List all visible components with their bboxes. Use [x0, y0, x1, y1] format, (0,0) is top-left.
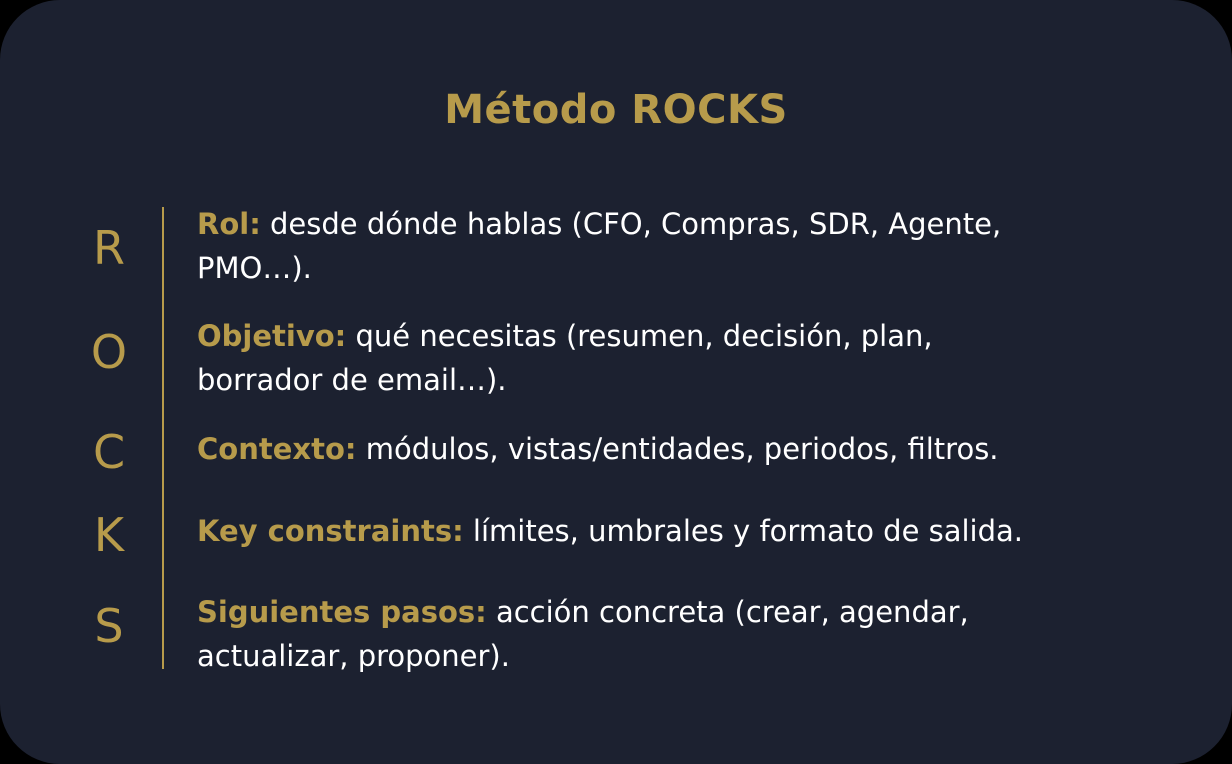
item-rol-label: Rol: [197, 207, 261, 241]
item-key-constraints-label: Key constraints: [197, 514, 464, 548]
item-contexto [197, 427, 1197, 471]
item-siguientes-pasos-label: Siguientes pasos: [197, 595, 487, 629]
item-contexto-label: Contexto: [197, 432, 357, 466]
letter-o: O [90, 325, 128, 379]
item-key-constraints [197, 509, 1197, 553]
item-objetivo-text-line2: borrador de email…). [197, 363, 507, 397]
item-siguientes-pasos [197, 590, 1197, 678]
vertical-divider [162, 207, 164, 669]
item-contexto-text: módulos, vistas/entidades, periodos, filtros. [356, 432, 999, 466]
page-title: Método ROCKS [444, 87, 788, 133]
item-siguientes-pasos-text-line1: acción concreta (crear, agendar, [486, 595, 969, 629]
letter-s: S [94, 599, 124, 653]
item-objetivo [197, 314, 1197, 402]
letter-c: C [92, 425, 126, 479]
letter-k: K [93, 508, 125, 562]
item-siguientes-pasos-text-line2: actualizar, proponer). [197, 639, 510, 673]
item-rol-text-line2: PMO…). [197, 251, 312, 285]
item-objetivo-text-line1: qué necesitas (resumen, decisión, plan, [346, 319, 933, 353]
item-objetivo-label: Objetivo: [197, 319, 347, 353]
item-rol-text-line1: desde dónde hablas (CFO, Compras, SDR, Agente, [260, 207, 1002, 241]
item-key-constraints-text: límites, umbrales y formato de salida. [463, 514, 1024, 548]
letter-r: R [93, 221, 125, 275]
item-rol [197, 202, 1197, 290]
